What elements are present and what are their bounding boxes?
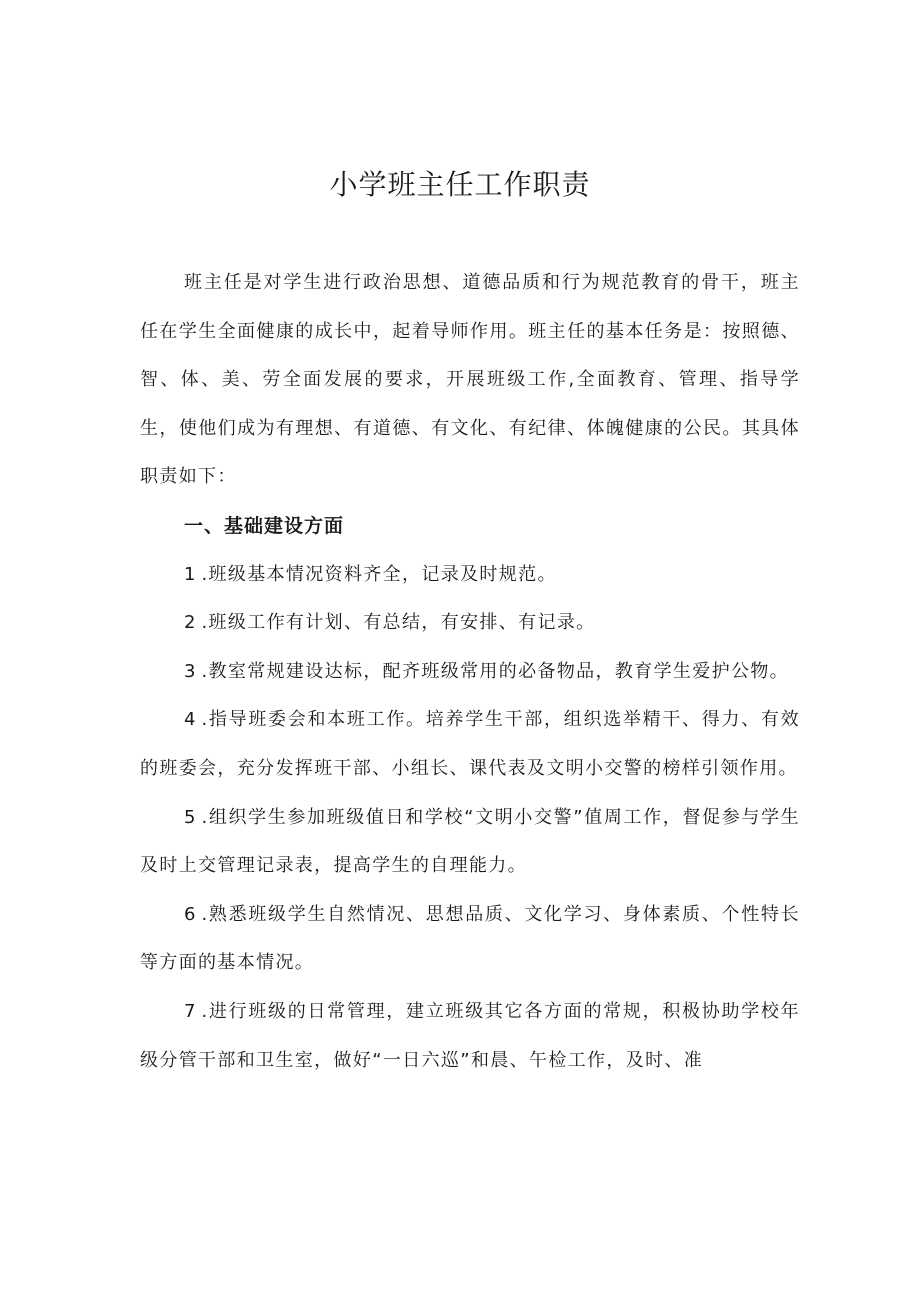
item-number: 7	[184, 1000, 202, 1022]
list-item	[140, 648, 800, 697]
list-item	[140, 988, 800, 1085]
item-text: .班级工作有计划、有总结，有安排、有记录。	[201, 612, 596, 634]
item-text: .指导班委会和本班工作。培养学生干部，组织选举精干、得力、有效的班委会，充分发挥班干部、小组长、课代表及文明小交警的榜样引领作用。	[140, 709, 800, 779]
item-number: 4	[184, 709, 202, 731]
list-item	[140, 891, 800, 988]
item-text: .教室常规建设达标，配齐班级常用的必备物品，教育学生爱护公物。	[201, 660, 790, 682]
item-text: .熟悉班级学生自然情况、思想品质、文化学习、身体素质、个性特长等方面的基本情况。	[140, 903, 800, 974]
item-number: 3	[184, 660, 202, 682]
item-number: 5	[184, 806, 202, 828]
item-text: .组织学生参加班级值日和学校“文明小交警”值周工作，督促参与学生及时上交管理记录表，提高学生的自理能力。	[140, 806, 800, 877]
item-text: .进行班级的日常管理，建立班级其它各方面的常规，积极协助学校年级分管干部和卫生室，做好“一日六巡”和晨、午检工作，及时、准	[140, 1000, 800, 1071]
item-number: 2	[184, 612, 202, 634]
item-number: 6	[184, 903, 202, 925]
item-text: .班级基本情况资料齐全，记录及时规范。	[201, 563, 557, 585]
item-number: 1	[184, 563, 202, 585]
document-body	[140, 259, 800, 1085]
list-item	[140, 551, 800, 600]
list-item	[140, 794, 800, 891]
intro-paragraph: 班主任是对学生进行政治思想、道德品质和行为规范教育的骨干，班主任在学生全面健康的成长中，起着导师作用。班主任的基本任务是：按照德、智、体、美、劳全面发展的要求，开展班级工作,全面教育、管理、指导学生，使他们成为有理想、有道德、有文化、有纪律、体魄健康的公民。其具体职责如下：	[140, 272, 800, 488]
section-heading: 一、基础建设方面	[184, 514, 345, 537]
list-item	[140, 599, 800, 648]
list-item	[140, 696, 800, 793]
document-title: 小学班主任工作职责	[329, 168, 591, 201]
